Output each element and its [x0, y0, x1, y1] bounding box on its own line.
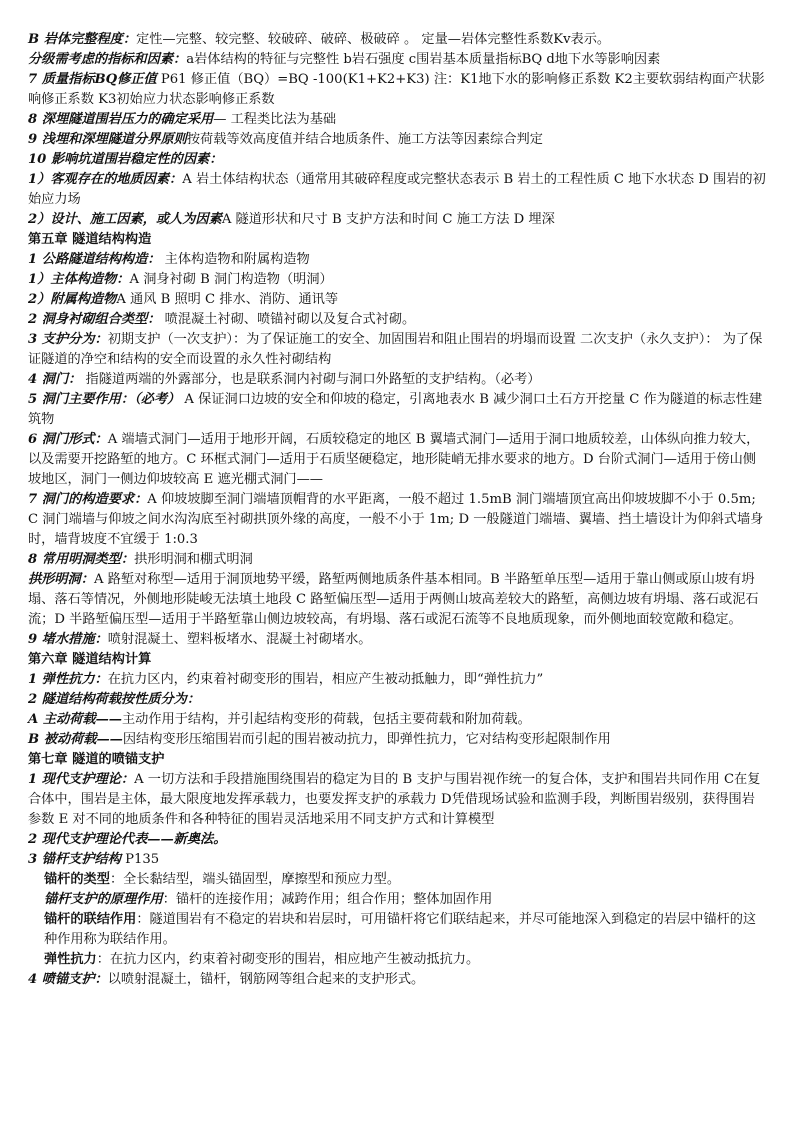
text-line — [28, 970, 768, 990]
body-text: A 通风 B 照明 C 排水、消防、通讯等 — [116, 292, 339, 307]
text-line — [28, 130, 768, 150]
body-text: A 保证洞口边坡的安全和仰坡的稳定，引离地表水 B 减少洞口土石方开挖量 C 作为隧道的标志性建筑物 — [28, 392, 763, 427]
keyword: 锚杆的类型 — [44, 872, 110, 887]
text-line — [28, 330, 768, 370]
text-line — [28, 850, 768, 870]
chapter-heading: 第六章 隧道结构计算 — [28, 652, 152, 667]
body-text: 喷混凝土衬砌、喷锚衬砌以及复合式衬砌。 — [160, 312, 416, 327]
body-text: 主体构造物和附属构造物 — [160, 252, 310, 267]
body-text: A 端墙式洞门—适用于地形开阔，石质较稳定的地区 B 翼墙式洞门—适用于洞口地质较差，山体纵向推力较大，以及需要开挖路堑的地方。C 环框式洞门—适用于石质坚硬稳定，地形陡峭无排水要求的地方。D 台阶式洞门—适用于傍山侧坡地区，洞门一侧边仰坡较高 E 遮光棚式洞门—— — [28, 432, 760, 487]
text-line — [28, 950, 768, 970]
body-text: a岩体结构的特征与完整性 b岩石强度 c围岩基本质量指标BQ d地下水等影响因素 — [186, 52, 661, 67]
keyword: 1 弹性抗力： — [28, 672, 108, 687]
keyword: 4 喷锚支护： — [28, 972, 108, 987]
text-line — [28, 370, 768, 390]
keyword: 2）附属构造物 — [28, 292, 117, 307]
keyword: 锚杆支护的原理作用 — [44, 892, 163, 907]
text-line — [28, 630, 768, 650]
text-line — [28, 890, 768, 910]
body-text: 因结构变形压缩围岩而引起的围岩被动抗力，即弹性抗力，它对结构变形起限制作用 — [122, 732, 611, 747]
body-text: ：全长黏结型，端头锚固型，摩擦型和预应力型。 — [109, 872, 401, 887]
keyword: 弹性抗力 — [44, 952, 97, 967]
chapter-heading: 第五章 隧道结构构造 — [28, 232, 152, 247]
body-text: A 路堑对称型—适用于洞顶地势平缓，路堑两侧地质条件基本相同。B 半路堑单压型—适用于靠山侧或原山坡有坍塌、落石等情况，外侧地形陡峻无法填土地段 C 路堑偏压型—适用于两侧山坡高差较大的路堑，高侧边坡有坍塌、落石或泥石流；D 半路堑偏压型—适用于半路堑靠山侧边坡较高，有坍塌、落石或泥石流等不良地质现象，而外侧地面较宽敞和稳定。 — [28, 572, 759, 627]
text-line — [28, 570, 768, 630]
keyword: 1 公路隧道结构构造： — [28, 252, 161, 267]
body-text: A 洞身衬砌 B 洞门构造物（明洞） — [129, 272, 333, 287]
body-text: 拱形明洞和棚式明洞 — [134, 552, 253, 567]
text-line — [28, 310, 768, 330]
body-text: A 隧道形状和尺寸 B 支护方法和时间 C 施工方法 D 埋深 — [221, 212, 555, 227]
keyword: 5 洞门主要作用：（必考） — [28, 392, 181, 407]
text-line — [28, 430, 768, 490]
keyword: 6 洞门形式： — [28, 432, 108, 447]
keyword: 9 浅埋和深埋隧道分界原则 — [28, 132, 187, 147]
keyword: 1 现代支护理论： — [28, 772, 135, 787]
text-line — [28, 830, 768, 850]
body-text: A 一切方法和手段措施围绕围岩的稳定为目的 B 支护与围岩视作统一的复合体，支护和围岩共同作用 C在复合体中，围岩是主体，最大限度地发挥承载力，也要发挥支护的承载力 D凭借现场试验和监测手段，判断围岩级别，获得围岩参数 E 对不同的地质条件和各种特征的围岩灵活地采用不同支护方式和计算模型 — [28, 772, 761, 827]
keyword: 2 现代支护理论代表——新奥法。 — [28, 832, 227, 847]
text-line — [28, 670, 768, 690]
body-text: — 工程类比法为基础 — [213, 112, 337, 127]
keyword: 9 堵水措施： — [28, 632, 108, 647]
body-text: ：锚杆的连接作用；减跨作用；组合作用；整体加固作用 — [162, 892, 493, 907]
text-line — [28, 730, 768, 750]
body-text: 定性—完整、较完整、较破碎、破碎、极破碎 。 定量—岩体完整性系数Kv表示。 — [136, 32, 611, 47]
keyword: 1）客观存在的地质因素： — [28, 172, 183, 187]
keyword: 2）设计、施工因素，或人为因素 — [28, 212, 222, 227]
text-line — [28, 690, 768, 710]
keyword: 7 洞门的构造要求： — [28, 492, 148, 507]
keyword: B 岩体完整程度： — [28, 32, 137, 47]
body-text: A 岩土体结构状态（通常用其破碎程度或完整状态表示 B 岩土的工程性质 C 地下水状态 D 围岩的初始应力场 — [28, 172, 766, 207]
body-text: A 仰坡坡脚至洞门端墙顶帽背的水平距离，一般不超过 1.5mB 洞门端墙顶宜高出仰坡坡脚不小于 0.5m; C 洞门端墙与仰坡之间水沟沟底至衬砌拱顶外缘的高度，一般不小于 1m; D 一般隧道门端墙、翼墙、挡土墙设计为仰斜式墙身时，墙背坡度不宜缓于 1:0.3 — [28, 492, 764, 547]
text-line — [28, 110, 768, 130]
keyword: 拱形明洞： — [28, 572, 94, 587]
text-line — [28, 770, 768, 830]
chapter-heading: 第七章 隧道的喷锚支护 — [28, 752, 165, 767]
text-line — [28, 710, 768, 730]
text-line — [28, 390, 768, 430]
body-text: 喷射混凝土、塑料板堵水、混凝土衬砌堵水。 — [107, 632, 372, 647]
keyword: 2 隧道结构荷载按性质分为： — [28, 692, 201, 707]
keyword: B 被动荷载—— — [28, 732, 123, 747]
body-text: P61 修正值（BQ）=BQ -100(K1+K2+K3) 注：K1地下水的影响修正系数 K2主要软弱结构面产状影响修正系数 K3初始应力状态影响修正系数 — [28, 72, 765, 107]
keyword: A 主动荷载—— — [28, 712, 122, 727]
text-line — [28, 870, 768, 890]
keyword: 3 锚杆支护结构 — [28, 852, 121, 867]
text-line — [28, 270, 768, 290]
text-line — [28, 70, 768, 110]
body-text: 在抗力区内，约束着衬砌变形的围岩，相应产生被动抵触力，即“弹性抗力” — [107, 672, 544, 687]
text-line — [28, 490, 768, 550]
keyword: 分级需考虑的指标和因素： — [28, 52, 187, 67]
keyword: 7 质量指标BQ修正值 — [28, 72, 157, 87]
text-line — [28, 250, 768, 270]
keyword: 3 支护分为： — [28, 332, 108, 347]
text-line — [28, 150, 768, 170]
body-text: 初期支护（一次支护）：为了保证施工的安全、加固围岩和阻止围岩的坍塌而设置 二次支护（永久支护）： 为了保证隧道的净空和结构的安全而设置的永久性衬砌结构 — [28, 332, 763, 367]
text-line — [28, 30, 768, 50]
body-text: ：在抗力区内，约束着衬砌变形的围岩，相应地产生被动抵抗力。 — [96, 952, 480, 967]
body-text: 以喷射混凝土，锚杆，钢筋网等组合起来的支护形式。 — [107, 972, 425, 987]
text-line — [28, 170, 768, 210]
keyword: 4 洞门： — [28, 372, 82, 387]
text-line — [28, 550, 768, 570]
keyword: 1）主体构造物： — [28, 272, 130, 287]
keyword: 10 影响坑道围岩稳定性的因素： — [28, 152, 223, 167]
text-line — [28, 230, 768, 250]
text-line — [28, 50, 768, 70]
body-text: 按荷载等效高度值并结合地质条件、施工方法等因素综合判定 — [186, 132, 543, 147]
text-line — [28, 210, 768, 230]
keyword: 2 洞身衬砌组合类型： — [28, 312, 161, 327]
keyword: 锚杆的联结作用 — [44, 912, 137, 927]
text-line — [28, 650, 768, 670]
keyword: 8 深埋隧道围岩压力的确定采用 — [28, 112, 214, 127]
body-text: 指隧道两端的外露部分，也是联系洞内衬砌与洞口外路堑的支护结构。（必考） — [81, 372, 541, 387]
body-text: 主动作用于结构，并引起结构变形的荷载，包括主要荷载和附加荷载。 — [121, 712, 531, 727]
body-text: P135 — [120, 852, 160, 867]
text-line — [28, 910, 768, 950]
keyword: 8 常用明洞类型： — [28, 552, 135, 567]
text-line — [28, 290, 768, 310]
text-line — [28, 750, 768, 770]
body-text: ：隧道围岩有不稳定的岩块和岩层时，可用锚杆将它们联结起来，并尽可能地深入到稳定的岩层中锚杆的这种作用称为联结作用。 — [44, 912, 757, 947]
